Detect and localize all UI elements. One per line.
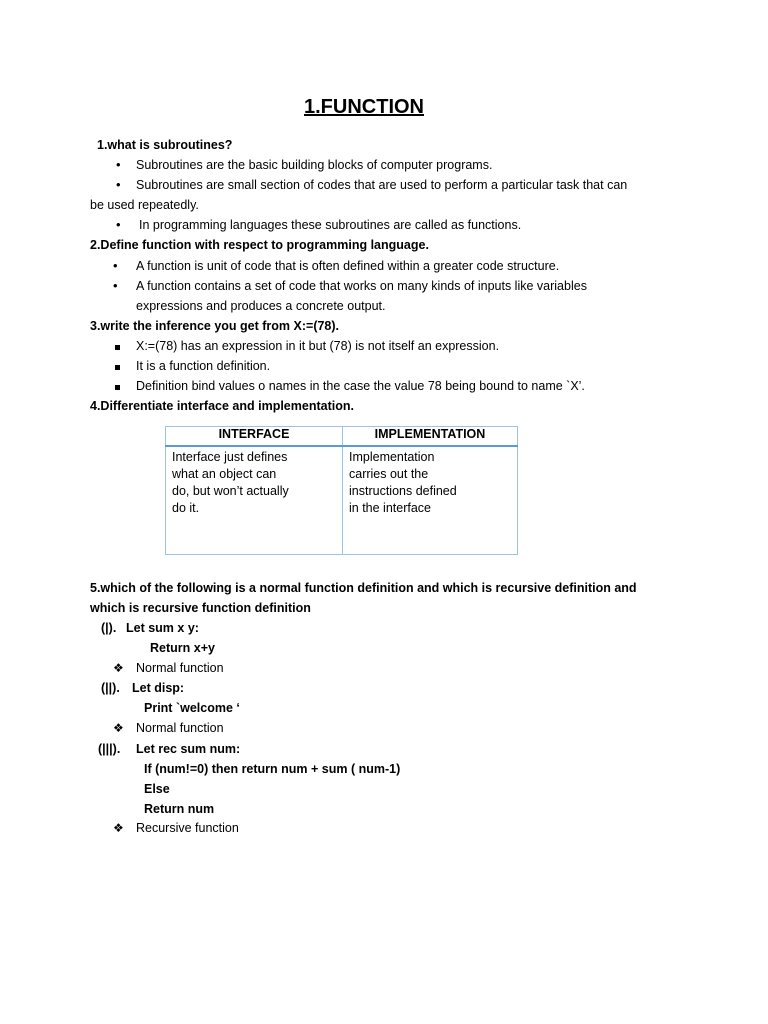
interface-implementation-table: [165, 426, 518, 555]
q2-bullet-2-cont: expressions and produces a concrete output.: [136, 299, 386, 313]
diamond-bullet-icon: ❖: [113, 821, 124, 835]
bullet-dot-icon: •: [116, 217, 121, 232]
table-cell-implementation-text: Implementation carries out the instructions defined in the interface: [349, 450, 457, 515]
q5-item-2-number: (||).: [101, 681, 120, 695]
q5-item-2-line-1: Let disp:: [132, 681, 185, 695]
q3-heading: 3.write the inference you get from X:=(78).: [90, 319, 340, 333]
diamond-bullet-icon: ❖: [113, 661, 124, 675]
q2-bullet-1: A function is unit of code that is often defined within a greater code structure.: [136, 259, 560, 273]
q3-bullet-2: It is a function definition.: [136, 359, 271, 373]
q1-bullet-2-cont: be used repeatedly.: [90, 198, 199, 212]
page-title: 1.FUNCTION: [304, 96, 424, 118]
q5-item-2-line-2: Print `welcome ‘: [144, 701, 240, 715]
bullet-dot-icon: •: [113, 278, 118, 293]
q5-item-3-line-1: Let rec sum num:: [136, 742, 241, 756]
bullet-dot-icon: •: [113, 258, 118, 273]
q5-item-1-line-2: Return x+y: [150, 641, 215, 655]
diamond-bullet-icon: ❖: [113, 721, 124, 735]
q5-item-3-line-2: If (num!=0) then return num + sum ( num-1): [144, 762, 401, 776]
q4-heading: 4.Differentiate interface and implementation.: [90, 399, 354, 413]
q2-bullet-2: A function contains a set of code that works on many kinds of inputs like variables: [136, 279, 587, 293]
bullet-dot-icon: •: [116, 177, 121, 192]
q5-item-3-line-4: Return num: [144, 802, 215, 816]
table-header-interface: INTERFACE: [166, 427, 343, 447]
square-bullet-icon: [115, 378, 120, 394]
q5-item-1-answer: Normal function: [136, 661, 224, 675]
q5-item-3-answer: Recursive function: [136, 821, 239, 835]
q5-item-3-line-3: Else: [144, 782, 170, 796]
q3-bullet-1: X:=(78) has an expression in it but (78) is not itself an expression.: [136, 339, 500, 353]
table-header-implementation: IMPLEMENTATION: [343, 427, 518, 447]
q3-bullet-3: Definition bind values o names in the case the value 78 being bound to name `X’.: [136, 379, 585, 393]
q1-bullet-1: Subroutines are the basic building blocks of computer programs.: [136, 158, 493, 172]
bullet-dot-icon: •: [116, 157, 121, 172]
square-bullet-icon: [115, 338, 120, 354]
q5-item-2-answer: Normal function: [136, 721, 224, 735]
q5-item-1-number: (|).: [101, 621, 117, 635]
q1-heading: 1.what is subroutines?: [97, 138, 233, 152]
square-bullet-icon: [115, 358, 120, 374]
table-cell-interface-text: Interface just defines what an object can do, but won’t actually do it.: [172, 450, 289, 515]
q1-bullet-3: In programming languages these subroutines are called as functions.: [139, 218, 522, 232]
q1-bullet-2: Subroutines are small section of codes that are used to perform a particular task that can: [136, 178, 628, 192]
table-cell-interface: [166, 446, 343, 555]
q5-heading-line-2: which is recursive function definition: [90, 601, 311, 615]
q2-heading: 2.Define function with respect to programming language.: [90, 238, 429, 252]
table-cell-implementation: [343, 446, 518, 555]
q5-heading-line-1: 5.which of the following is a normal function definition and which is recursive definition and: [90, 581, 637, 595]
q5-item-1-line-1: Let sum x y:: [126, 621, 199, 635]
q5-item-3-number: (|||).: [98, 742, 121, 756]
